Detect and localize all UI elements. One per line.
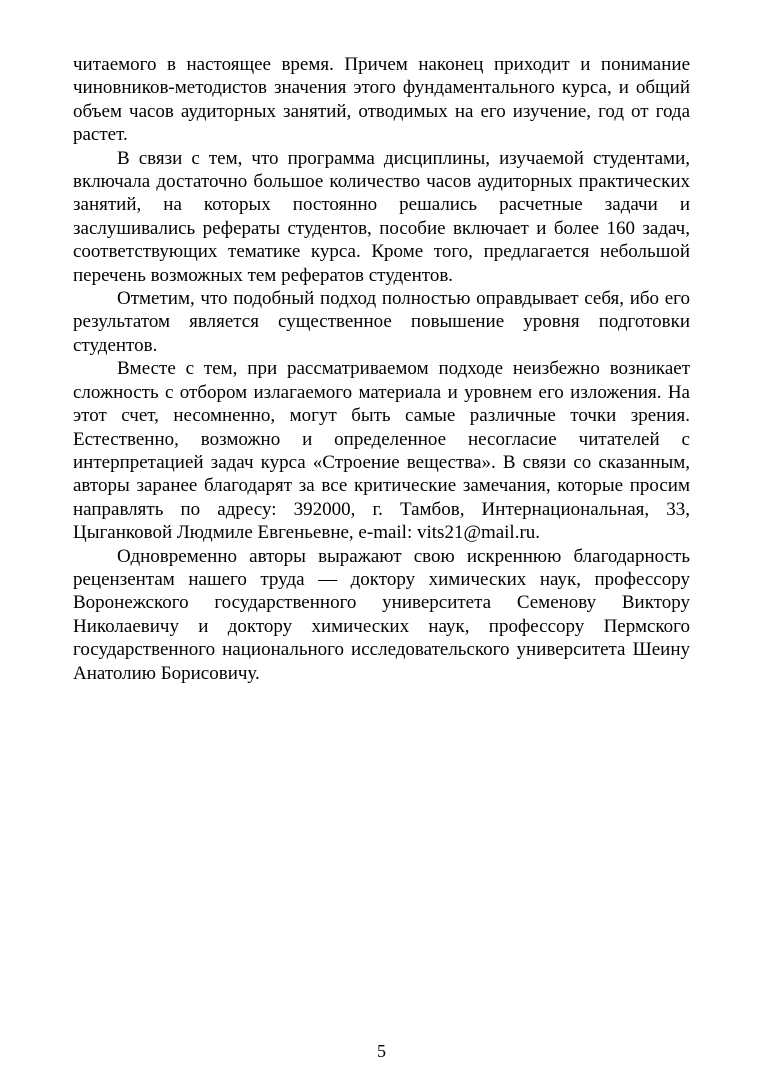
body-text xyxy=(73,53,690,685)
paragraph-acknowledgements: Одновременно авторы выражают свою искреннюю благодарность рецензентам нашего труда — доктору химических наук, профессору Воронежского государственного университета Семенову Виктору Николаевичу и доктору химических наук, профессору Пермского государственного национального исследовательского университета Шеину Анатолию Борисовичу. xyxy=(73,545,690,684)
paragraph-program-discipline: В связи с тем, что программа дисциплины, изучаемой студентами, включала достаточно большое количество часов аудиторных практических занятий, на которых постоянно решались расчетные задачи и заслушивались рефераты студентов, пособие включает и более 160 задач, соответствующих тематике курса. Кроме того, предлагается небольшой перечень возможных тем рефератов студентов. xyxy=(73,147,690,286)
paragraph-feedback: Вместе с тем, при рассматриваемом подходе неизбежно возникает сложность с отбором излагаемого материала и уровнем его изложения. На этот счет, несомненно, могут быть самые различные точки зрения. Естественно, возможно и определенное несогласие читателей с интерпретацией задач курса «Строение вещества». В связи со сказанным, авторы заранее благодарят за все критические замечания, которые просим направлять по адресу: 392000, г. Тамбов, Интернациональная, 33, Цыганковой Людмиле Евгеньевне, e-mail: vits21@mail.ru. xyxy=(73,358,690,544)
page-number: 5 xyxy=(377,1041,386,1061)
paragraph-continuation: читаемого в настоящее время. Причем наконец приходит и понимание чиновников-методистов значения этого фундаментального курса, и общий объем часов аудиторных занятий, отводимых на его изучение, год от года растет. xyxy=(73,54,690,146)
paragraph-approach: Отметим, что подобный подход полностью оправдывает себя, ибо его результатом является существенное повышение уровня подготовки студентов. xyxy=(73,288,690,356)
